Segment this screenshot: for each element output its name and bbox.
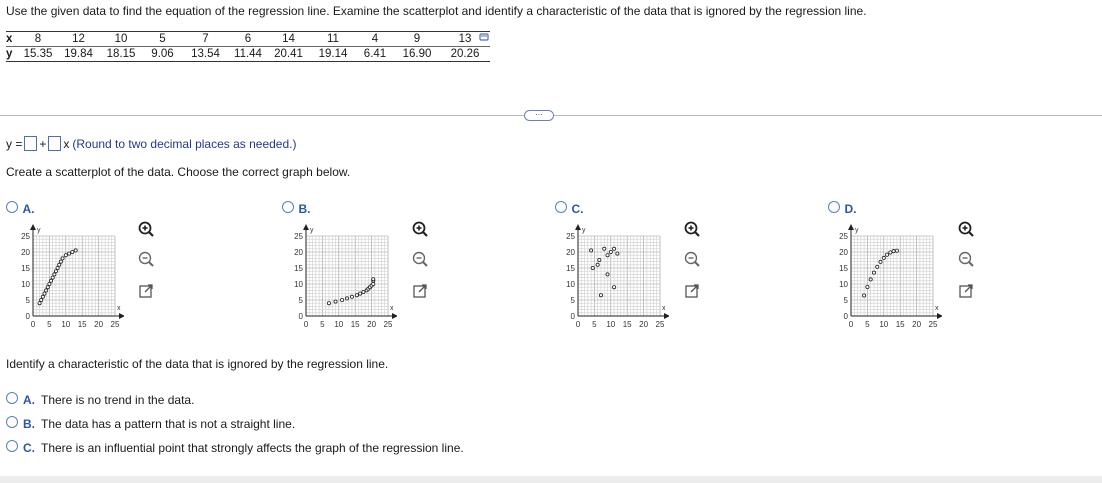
data-point (61, 257, 64, 260)
data-point (359, 292, 362, 295)
graph-option-a[interactable] (6, 200, 34, 218)
data-point (327, 302, 330, 305)
data-point (58, 263, 61, 266)
zoom-out-icon[interactable] (956, 250, 976, 270)
y-cell: 19.14 (310, 47, 356, 62)
y-cell: 18.15 (99, 47, 143, 62)
graph-option-c[interactable] (555, 200, 583, 218)
x-tick-label: 15 (895, 320, 905, 329)
answer-a-label: A. (23, 393, 35, 407)
y-tick-label: 25 (294, 232, 303, 241)
graph-option-d[interactable] (828, 200, 856, 218)
data-point (43, 292, 46, 295)
x-tick-label: 15 (622, 320, 632, 329)
x-tick-label: 20 (94, 320, 104, 329)
x-cell: 13 (440, 32, 490, 47)
data-point (606, 273, 609, 276)
equation-row (6, 136, 297, 151)
x-tick-label: 15 (77, 320, 87, 329)
data-point (48, 282, 51, 285)
x-tick-label: 0 (848, 320, 854, 329)
zoom-out-icon[interactable] (410, 250, 430, 270)
scatter-prompt: Create a scatterplot of the data. Choose the correct graph below. (6, 165, 351, 179)
y-tick-label: 15 (294, 264, 303, 273)
equation-prefix: y = (6, 136, 23, 151)
answer-c-radio[interactable] (6, 440, 18, 452)
data-point (67, 252, 70, 255)
y-tick-label: 10 (21, 280, 30, 289)
x-tick-label: 5 (47, 320, 52, 329)
scatterplot-c (559, 220, 669, 332)
y-tick-label: 15 (566, 264, 575, 273)
data-point (71, 250, 74, 253)
data-point (54, 270, 57, 273)
x-row (6, 32, 490, 47)
x-tick-label: 5 (320, 320, 325, 329)
y-tick-label: 10 (294, 280, 303, 289)
data-point (892, 250, 895, 253)
data-point (612, 247, 615, 250)
x-axis-label: x (662, 305, 666, 312)
option-b-radio[interactable] (282, 201, 294, 213)
data-point (49, 279, 52, 282)
data-point (869, 278, 872, 281)
data-point (362, 290, 365, 293)
x-cell: 12 (58, 32, 99, 47)
data-point (876, 265, 879, 268)
data-point (599, 294, 602, 297)
x-tick-label: 0 (30, 320, 36, 329)
x-tick-label: 15 (350, 320, 360, 329)
data-point (345, 297, 348, 300)
x-axis-label: x (935, 305, 939, 312)
y-tick-label: 20 (294, 248, 303, 257)
scatterplot-a (14, 220, 124, 332)
x-axis-label: x (117, 305, 121, 312)
y-cell: 20.41 (267, 47, 310, 62)
y-tick-label: 0 (570, 312, 575, 321)
data-point (882, 256, 885, 259)
y-tick-label: 20 (21, 248, 30, 257)
data-point (46, 286, 49, 289)
y-tick-label: 5 (25, 296, 30, 305)
data-point (350, 295, 353, 298)
data-point (340, 298, 343, 301)
data-point (591, 266, 594, 269)
data-point (51, 276, 54, 279)
x-row-label: x (6, 32, 18, 47)
data-point (372, 278, 375, 281)
instructions-text: Use the given data to find the equation of the regression line. Examine the scatterplot and identify a characteristic of the data that is ignored by the regression line. (6, 4, 867, 18)
x-tick-label: 25 (110, 320, 120, 329)
x-tick-label: 10 (334, 320, 344, 329)
option-a-label: A. (22, 202, 35, 216)
x-tick-label: 20 (639, 320, 649, 329)
y-tick-label: 25 (839, 232, 848, 241)
equation-suffix: x (63, 136, 70, 151)
zoom-in-icon[interactable] (956, 220, 976, 240)
data-point (598, 258, 601, 261)
scatterplot-b (287, 220, 397, 332)
data-point (609, 250, 612, 253)
x-tick-label: 25 (383, 320, 393, 329)
zoom-in-icon[interactable] (410, 220, 430, 240)
answer-option-c[interactable] (6, 440, 464, 455)
x-cell: 10 (99, 32, 143, 47)
y-tick-label: 0 (298, 312, 303, 321)
question-2-text: Identify a characteristic of the data that is ignored by the regression line. (6, 357, 389, 371)
option-b-label: B. (298, 202, 311, 216)
bottom-scrollbar[interactable] (0, 476, 1102, 483)
data-point (59, 260, 62, 263)
y-tick-label: 5 (843, 296, 848, 305)
y-axis-arrow (848, 224, 854, 230)
data-point (334, 300, 337, 303)
data-point (863, 294, 866, 297)
data-point (866, 285, 869, 288)
y-cell: 13.54 (182, 47, 229, 62)
data-point (872, 271, 875, 274)
y-tick-label: 20 (566, 248, 575, 257)
more-button[interactable]: ··· (524, 110, 554, 121)
x-axis-arrow (119, 313, 124, 319)
data-point (53, 273, 56, 276)
x-tick-label: 5 (865, 320, 870, 329)
data-point (355, 294, 358, 297)
y-axis-label: y (37, 227, 41, 234)
data-point (41, 295, 44, 298)
answer-c-text: There is an influential point that strongly affects the graph of the regression line. (41, 441, 464, 455)
zoom-in-icon[interactable] (136, 220, 156, 240)
popout-icon[interactable] (682, 281, 702, 301)
data-point (56, 266, 59, 269)
x-cell: 7 (182, 32, 229, 47)
data-point (590, 249, 593, 252)
x-axis-arrow (664, 313, 669, 319)
y-tick-label: 5 (570, 296, 575, 305)
intercept-input[interactable] (24, 136, 37, 151)
option-c-label: C. (571, 202, 584, 216)
popout-icon[interactable] (136, 281, 156, 301)
zoom-out-icon[interactable] (682, 250, 702, 270)
answer-option-a[interactable] (6, 392, 194, 407)
x-cell: 11 (310, 32, 356, 47)
data-point (612, 286, 615, 289)
data-point (879, 260, 882, 263)
y-cell: 6.41 (356, 47, 394, 62)
data-point (38, 302, 41, 305)
data-point (596, 263, 599, 266)
x-tick-label: 0 (303, 320, 309, 329)
x-tick-label: 20 (367, 320, 377, 329)
data-point (606, 254, 609, 257)
option-a-radio[interactable] (6, 201, 18, 213)
data-point (603, 247, 606, 250)
y-axis-arrow (303, 224, 309, 230)
x-axis-label: x (390, 305, 394, 312)
data-point (895, 249, 898, 252)
answer-c-label: C. (23, 441, 35, 455)
zoom-out-icon[interactable] (136, 250, 156, 270)
y-tick-label: 0 (25, 312, 30, 321)
y-axis-arrow (30, 224, 36, 230)
y-tick-label: 25 (21, 232, 30, 241)
x-tick-label: 10 (61, 320, 71, 329)
x-tick-label: 10 (606, 320, 616, 329)
x-tick-label: 20 (912, 320, 922, 329)
y-cell: 15.35 (18, 47, 58, 62)
answer-b-label: B. (23, 417, 35, 431)
x-tick-label: 25 (655, 320, 665, 329)
x-cell: 4 (356, 32, 394, 47)
data-table (6, 31, 490, 62)
y-cell: 9.06 (143, 47, 182, 62)
data-point (889, 251, 892, 254)
y-axis-label: y (855, 227, 859, 234)
x-tick-label: 0 (575, 320, 581, 329)
answer-b-radio[interactable] (6, 416, 18, 428)
copy-data-icon[interactable] (479, 33, 489, 41)
y-row (6, 47, 490, 62)
x-axis-arrow (937, 313, 942, 319)
y-tick-label: 20 (839, 248, 848, 257)
x-cell: 8 (18, 32, 58, 47)
y-tick-label: 15 (839, 264, 848, 273)
popout-icon[interactable] (410, 281, 430, 301)
option-d-label: D. (844, 202, 857, 216)
data-point (74, 249, 77, 252)
popout-icon[interactable] (956, 281, 976, 301)
y-axis-label: y (582, 227, 586, 234)
data-point (372, 282, 375, 285)
y-row-label: y (6, 47, 18, 62)
y-tick-label: 10 (566, 280, 575, 289)
y-cell: 16.90 (394, 47, 440, 62)
y-tick-label: 0 (843, 312, 848, 321)
answer-a-radio[interactable] (6, 392, 18, 404)
option-d-radio[interactable] (828, 201, 840, 213)
y-tick-label: 5 (298, 296, 303, 305)
data-point (45, 289, 48, 292)
data-point (40, 298, 43, 301)
answer-option-b[interactable] (6, 416, 295, 431)
rounding-hint: (Round to two decimal places as needed.) (72, 136, 297, 151)
x-cell: 14 (267, 32, 310, 47)
y-tick-label: 10 (839, 280, 848, 289)
graph-option-b[interactable] (282, 200, 310, 218)
data-point (616, 252, 619, 255)
scatterplot-d (832, 220, 942, 332)
zoom-in-icon[interactable] (682, 220, 702, 240)
y-cell: 11.44 (229, 47, 267, 62)
data-point (885, 253, 888, 256)
x-cell: 5 (143, 32, 182, 47)
x-tick-label: 5 (592, 320, 597, 329)
data-point (64, 254, 67, 257)
y-cell: 19.84 (58, 47, 99, 62)
y-tick-label: 25 (566, 232, 575, 241)
option-c-radio[interactable] (555, 201, 567, 213)
y-axis-label: y (310, 227, 314, 234)
x-axis-arrow (392, 313, 397, 319)
answer-b-text: The data has a pattern that is not a straight line. (41, 417, 296, 431)
answer-a-text: There is no trend in the data. (41, 393, 195, 407)
equation-plus: + (39, 136, 47, 151)
x-tick-label: 10 (879, 320, 889, 329)
x-cell: 9 (394, 32, 440, 47)
y-axis-arrow (575, 224, 581, 230)
x-cell: 6 (229, 32, 267, 47)
x-tick-label: 25 (928, 320, 938, 329)
slope-input[interactable] (48, 136, 61, 151)
y-cell: 20.26 (440, 47, 490, 62)
y-tick-label: 15 (21, 264, 30, 273)
